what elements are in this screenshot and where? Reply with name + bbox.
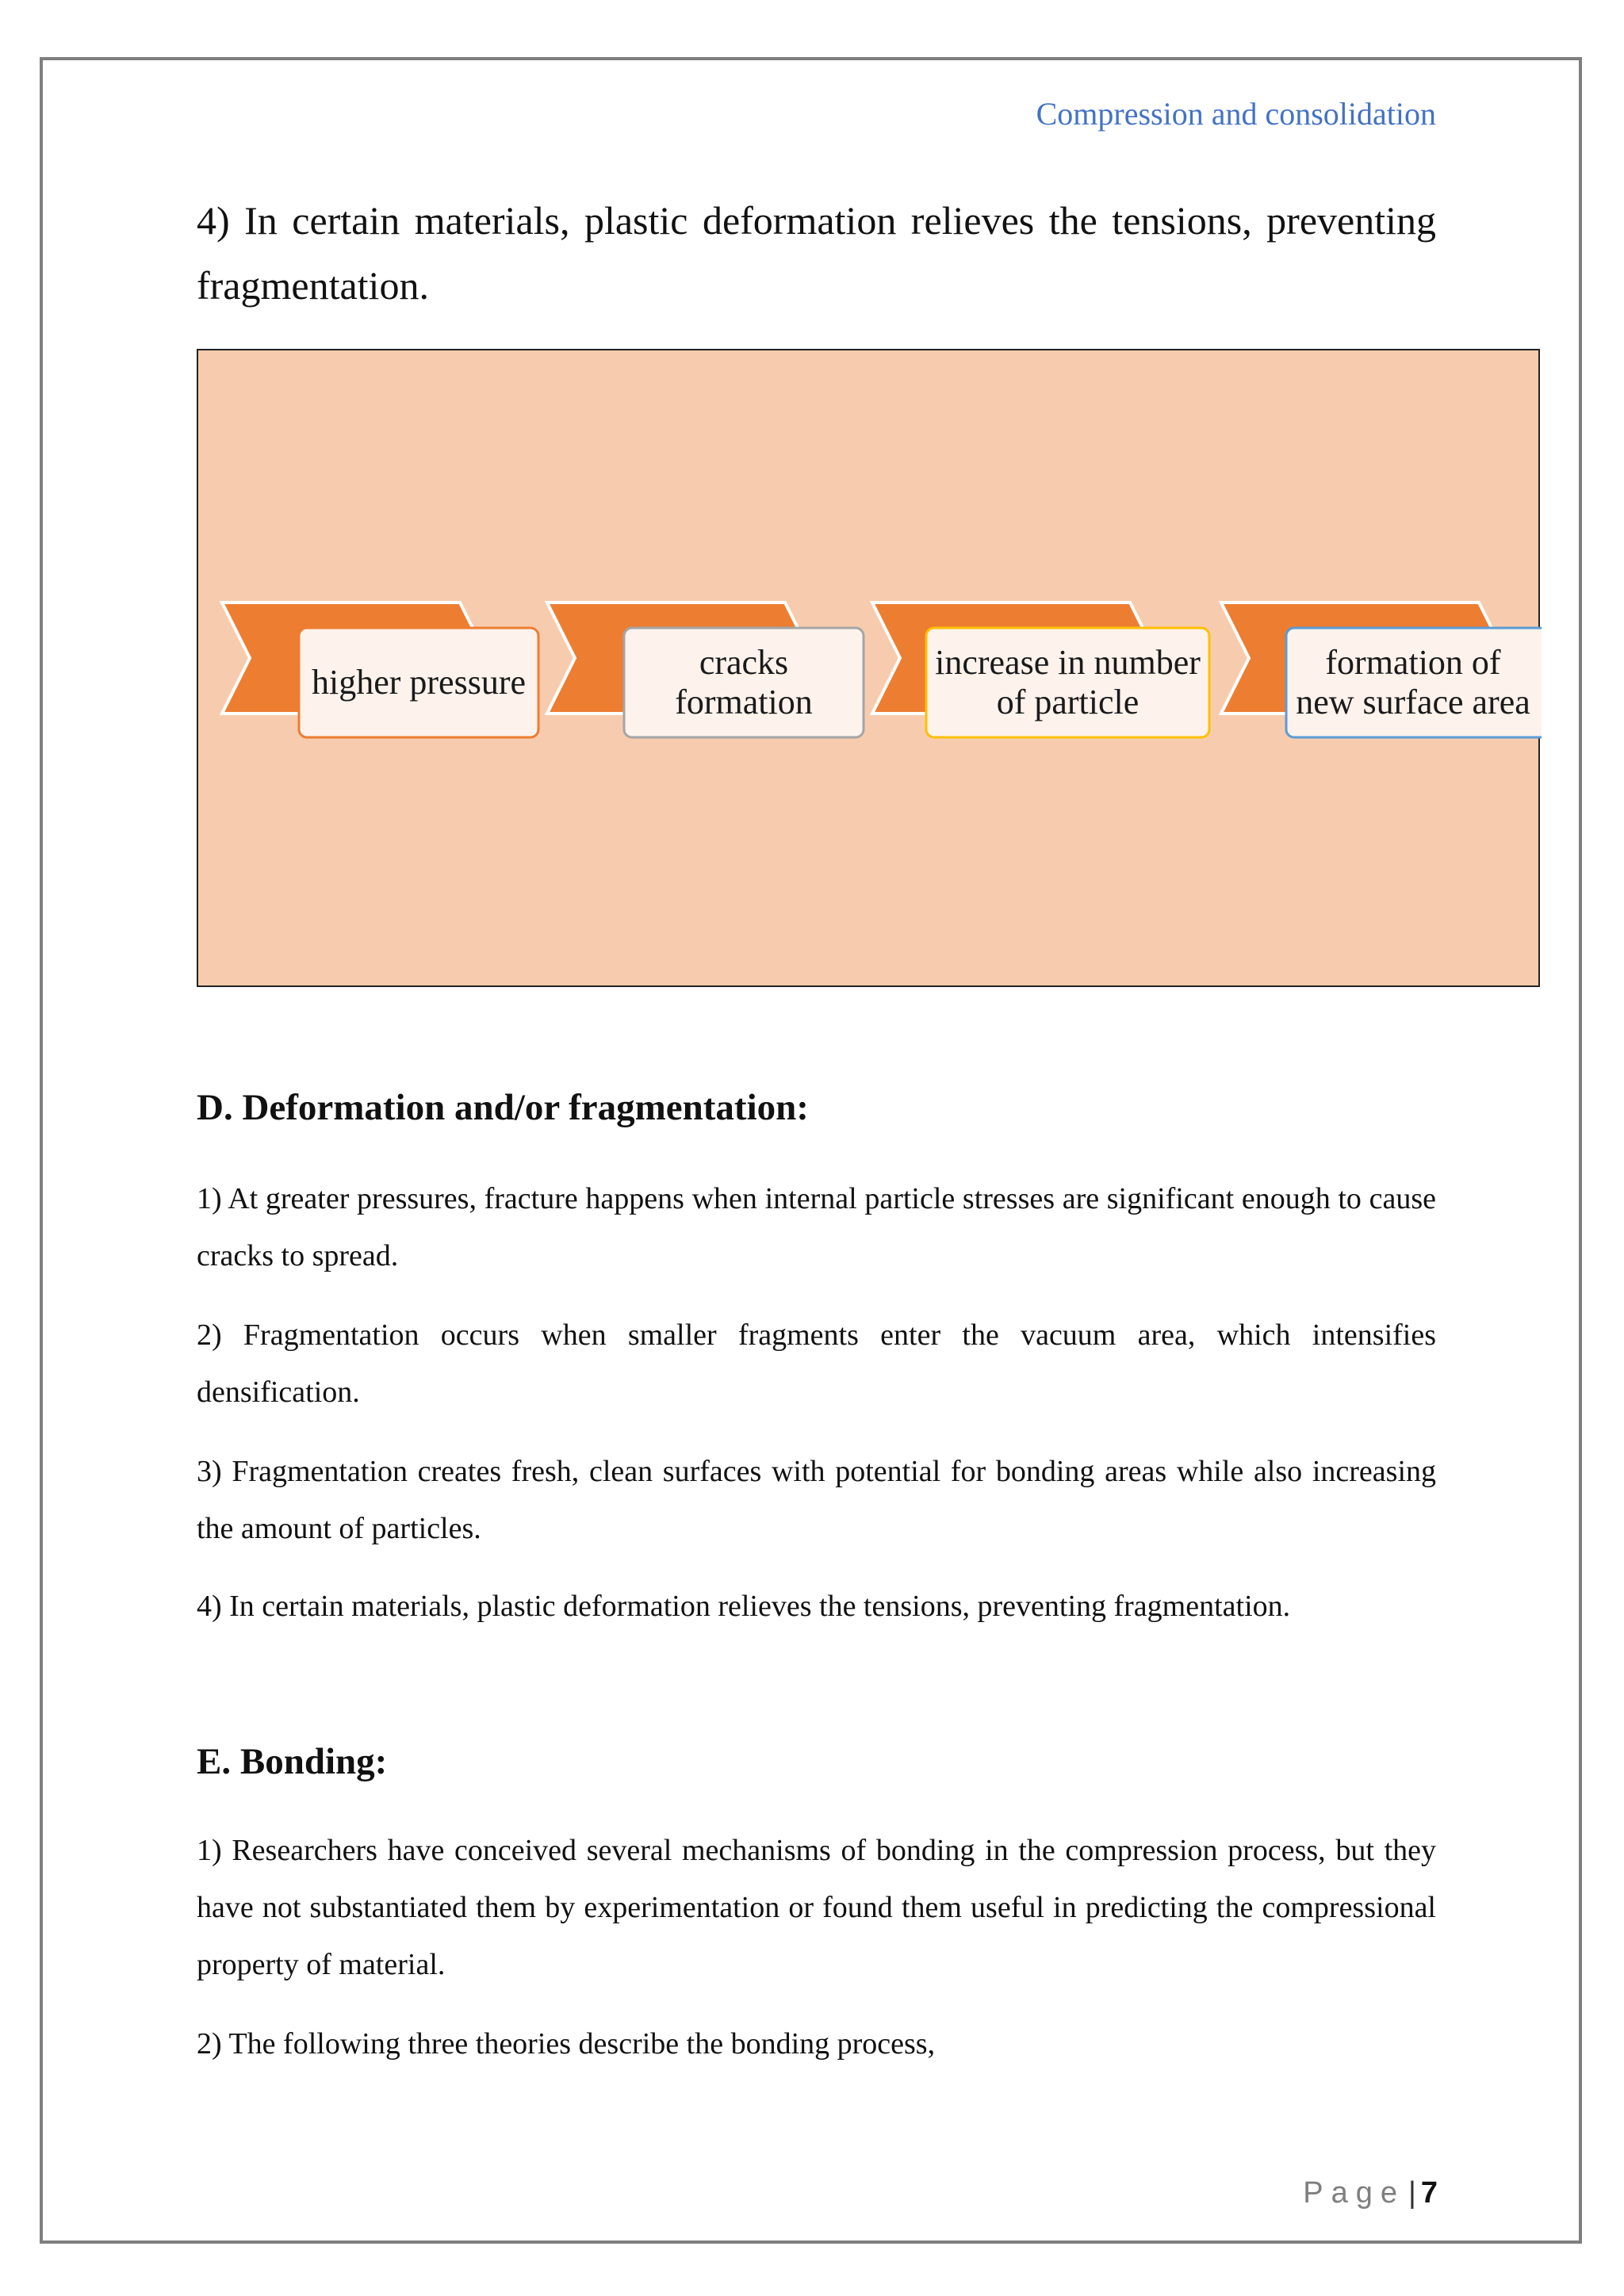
footer-separator: | — [1408, 2176, 1416, 2210]
step-label-2: cracks formation — [675, 643, 813, 721]
section-d-heading: D. Deformation and/or fragmentation: — [197, 1087, 809, 1128]
section-d-item-2: 2) Fragmentation occurs when smaller fragments enter the vacuum area, which intensifies densification. — [197, 1318, 1436, 1409]
footer-page-word: Page — [1303, 2176, 1405, 2210]
process-diagram — [197, 349, 1540, 987]
page-number: 7 — [1420, 2176, 1438, 2210]
page-footer — [1303, 2176, 1438, 2210]
step-label-3: increase in number of particle — [935, 643, 1201, 721]
intro-paragraph: 4) In certain materials, plastic deformation relieves the tensions, preventing fragmentation. — [197, 198, 1436, 308]
step-label-1: higher pressure — [311, 663, 526, 702]
section-d-item-1: 1) At greater pressures, fracture happens when internal particle stresses are significant enough to cause cracks to spread. — [197, 1182, 1436, 1272]
section-d-item-3: 3) Fragmentation creates fresh, clean surfaces with potential for bonding areas while also increasing the amount of particles. — [197, 1455, 1436, 1545]
section-e-item-1: 1) Researchers have conceived several mechanisms of bonding in the compression process, but they have not substantiated them by experimentation or found them useful in predicting the compressional property of material. — [197, 1834, 1436, 1981]
step-label-4: formation of new surface area — [1296, 643, 1530, 721]
section-e-item-2: 2) The following three theories describe the bonding process, — [197, 2027, 936, 2061]
section-d-item-4: 4) In certain materials, plastic deformation relieves the tensions, preventing fragmentation. — [197, 1590, 1291, 1623]
section-e-heading: E. Bonding: — [197, 1741, 388, 1782]
running-header: Compression and consolidation — [1036, 96, 1436, 132]
